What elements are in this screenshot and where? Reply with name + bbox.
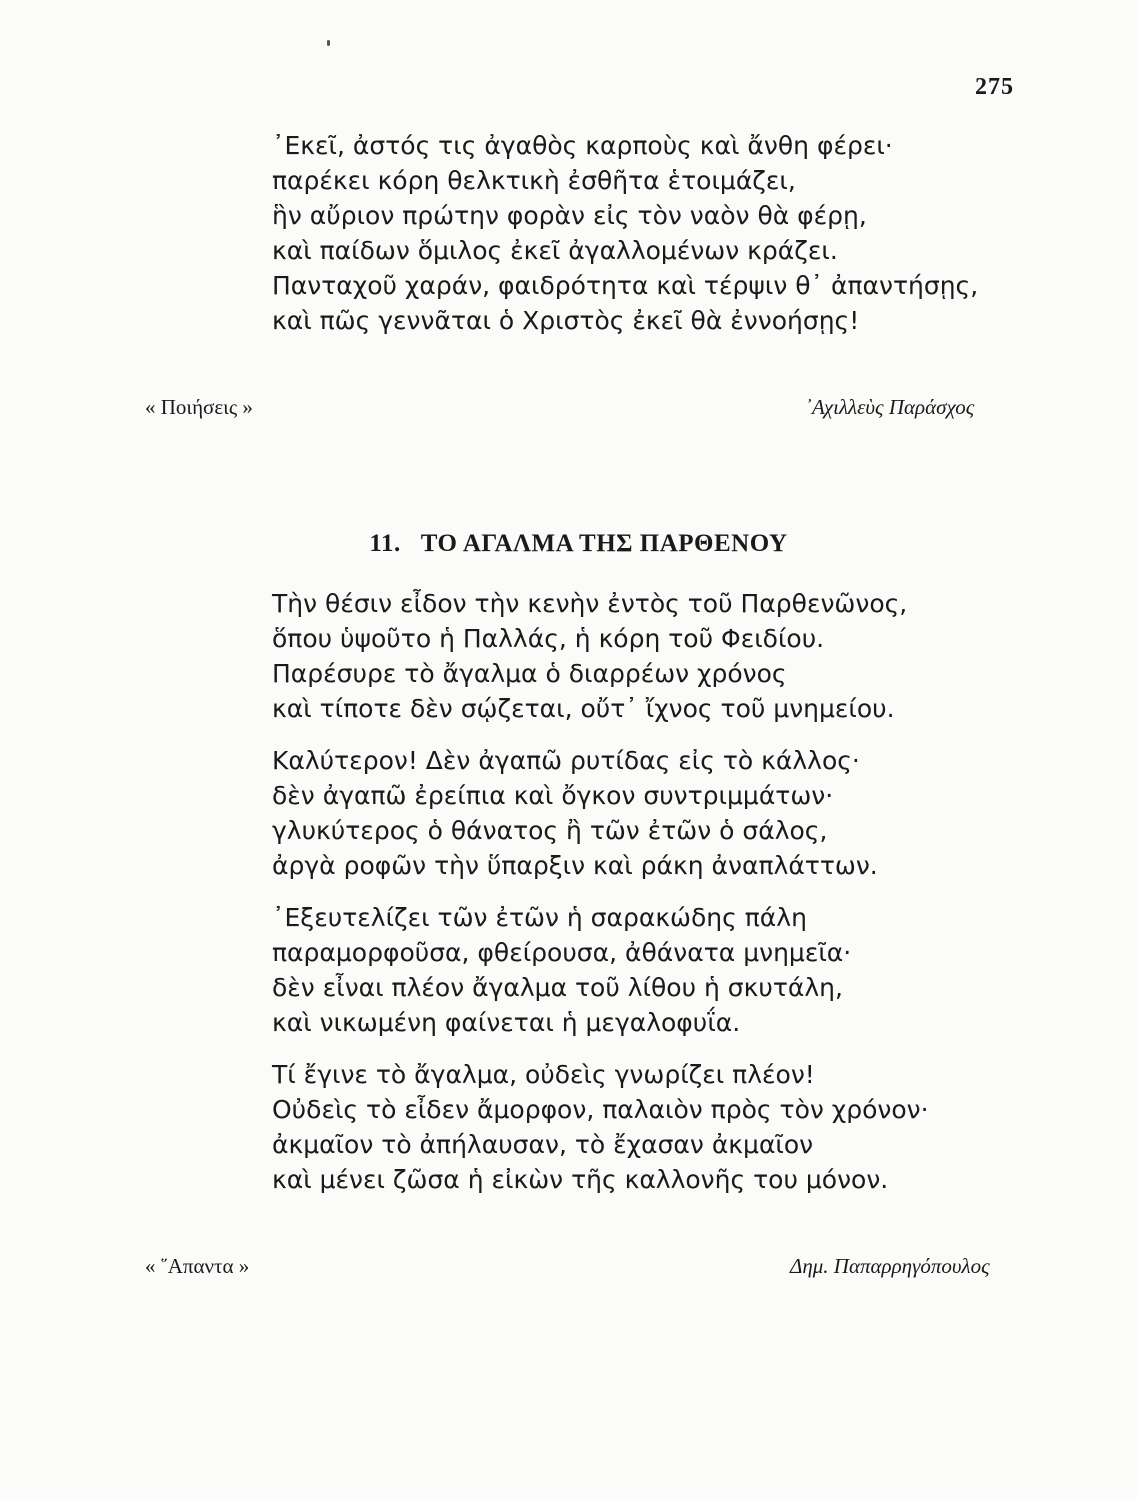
section-number: 11. bbox=[369, 530, 401, 557]
poem-line: καὶ πῶς γεννᾶται ὁ Χριστὸς ἐκεῖ θὰ ἐννοήσῃς! bbox=[272, 306, 860, 335]
poem-2-stanza bbox=[272, 586, 929, 726]
poem-line: Παρέσυρε τὸ ἄγαλμα ὁ διαρρέων χρόνος bbox=[272, 659, 787, 688]
poem-2-author: Δημ. Παπαρρηγόπουλος bbox=[790, 1254, 990, 1278]
poem-line: καὶ τίποτε δὲν σῴζεται, οὔτ᾿ ἴχνος τοῦ μνημείου. bbox=[272, 694, 895, 723]
poem-line: Καλύτερον! Δὲν ἀγαπῶ ρυτίδας εἰς τὸ κάλλος· bbox=[272, 746, 860, 775]
section-title: ΤΟ ΑΓΑΛΜΑ ΤΗΣ ΠΑΡΘΕΝΟΥ bbox=[420, 530, 788, 557]
section-heading bbox=[0, 530, 1137, 558]
poem-line: δὲν εἶναι πλέον ἄγαλμα τοῦ λίθου ἡ σκυτάλη, bbox=[272, 973, 843, 1002]
poem-1-source: « Ποιήσεις » bbox=[145, 395, 253, 419]
poem-1-stanza bbox=[272, 128, 978, 338]
poem-line: Πανταχοῦ χαράν, φαιδρότητα καὶ τέρψιν θ᾿ ἀπαντήσῃς, bbox=[272, 271, 979, 300]
poem-line: ἣν αὔριον πρώτην φορὰν εἰς τὸν ναὸν θὰ φέρῃ, bbox=[272, 201, 867, 230]
poem-line: Τὴν θέσιν εἶδον τὴν κενὴν ἐντὸς τοῦ Παρθενῶνος, bbox=[272, 589, 908, 618]
poem-line: Τί ἔγινε τὸ ἄγαλμα, οὐδεὶς γνωρίζει πλέον! bbox=[272, 1060, 815, 1089]
poem-2-stanza bbox=[272, 743, 929, 883]
poem-line: ᾿Εξευτελίζει τῶν ἐτῶν ἡ σαρακώδης πάλη bbox=[272, 903, 807, 932]
poem-2-stanza bbox=[272, 900, 929, 1040]
poem-line: παρέκει κόρη θελκτικὴ ἐσθῆτα ἑτοιμάζει, bbox=[272, 166, 796, 195]
poem-line: ἀκμαῖον τὸ ἀπήλαυσαν, τὸ ἔχασαν ἀκμαῖον bbox=[272, 1130, 814, 1159]
poem-line: γλυκύτερος ὁ θάνατος ἢ τῶν ἐτῶν ὁ σάλος, bbox=[272, 816, 828, 845]
ink-speck bbox=[327, 40, 330, 46]
poem-line: καὶ παίδων ὅμιλος ἐκεῖ ἀγαλλομένων κράζει. bbox=[272, 236, 838, 265]
poem-1 bbox=[272, 128, 978, 338]
poem-2 bbox=[272, 586, 929, 1197]
poem-line: ἀργὰ ροφῶν τὴν ὕπαρξιν καὶ ράκη ἀναπλάττων. bbox=[272, 851, 878, 880]
poem-line: Οὐδεὶς τὸ εἶδεν ἄμορφον, παλαιὸν πρὸς τὸν χρόνον· bbox=[272, 1095, 929, 1124]
poem-2-source: « ῞Απαντα » bbox=[145, 1254, 250, 1278]
poem-line: δὲν ἀγαπῶ ἐρείπια καὶ ὄγκον συντριμμάτων· bbox=[272, 781, 834, 810]
poem-line: ᾿Εκεῖ, ἀστός τις ἀγαθὸς καρποὺς καὶ ἄνθη φέρει· bbox=[272, 131, 893, 160]
poem-line: ὅπου ὑψοῦτο ἡ Παλλάς, ἡ κόρη τοῦ Φειδίου. bbox=[272, 624, 825, 653]
page-number: 275 bbox=[975, 74, 1014, 100]
poem-2-stanza bbox=[272, 1057, 929, 1197]
poem-line: παραμορφοῦσα, φθείρουσα, ἀθάνατα μνημεῖα· bbox=[272, 938, 852, 967]
poem-line: καὶ μένει ζῶσα ἡ εἰκὼν τῆς καλλονῆς του μόνον. bbox=[272, 1165, 889, 1194]
poem-line: καὶ νικωμένη φαίνεται ἡ μεγαλοφυΐα. bbox=[272, 1008, 741, 1037]
poem-1-author: ᾿Αχιλλεὺς Παράσχος bbox=[805, 395, 975, 419]
